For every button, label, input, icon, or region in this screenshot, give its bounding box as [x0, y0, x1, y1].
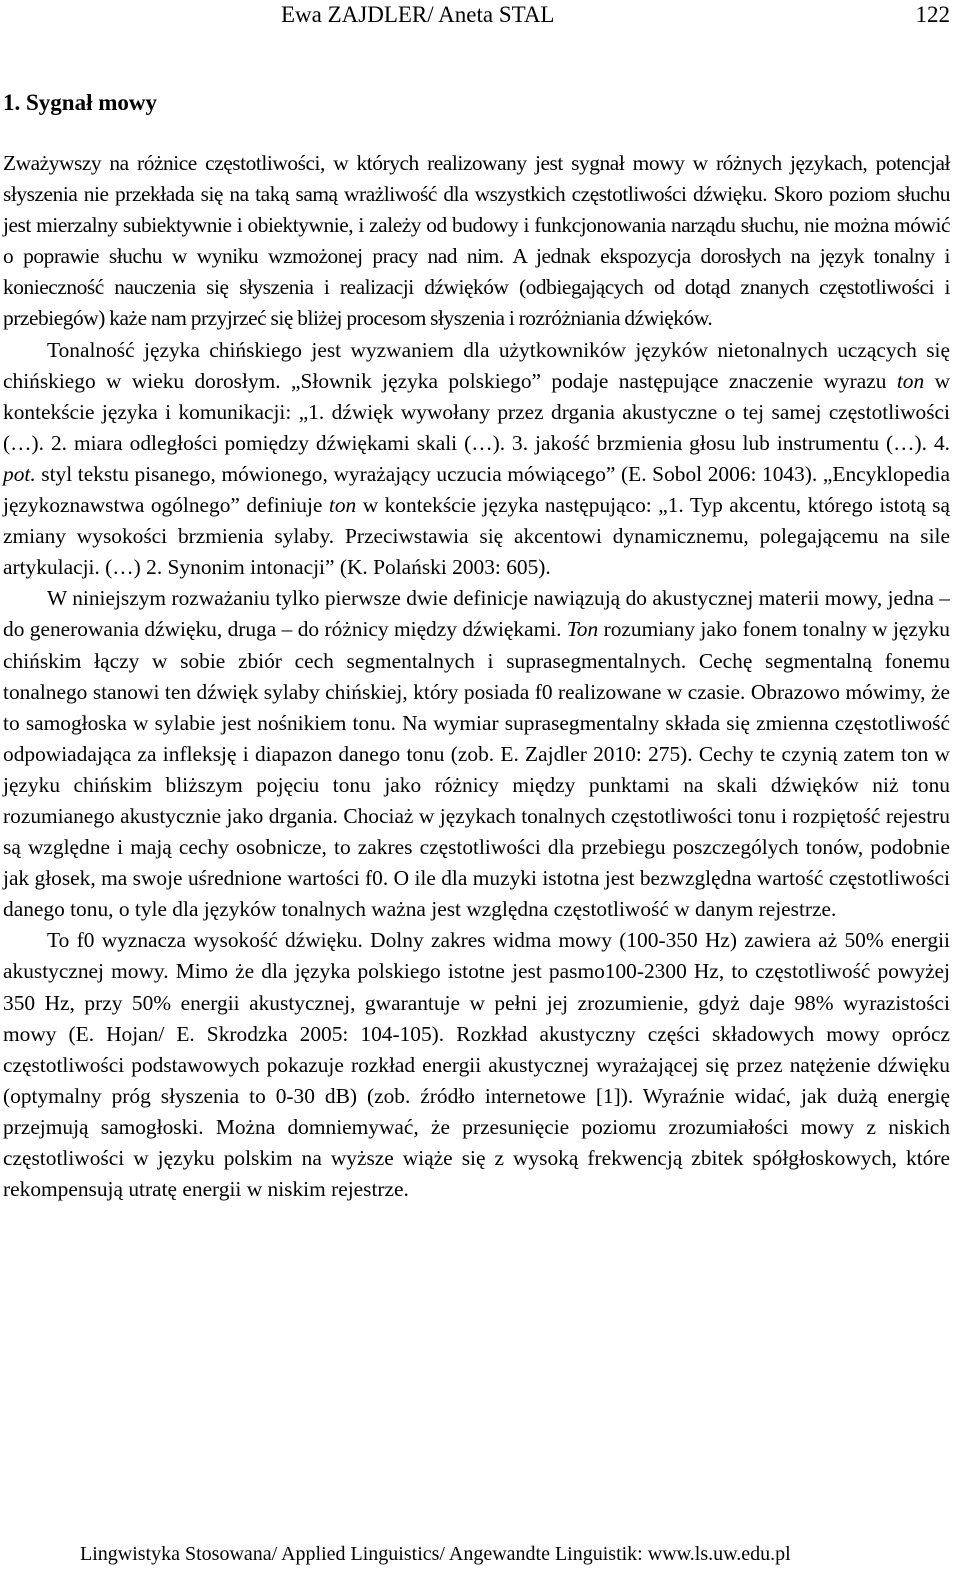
paragraph-2-text-2: w kontekście języka i komunikacji: „1. dźwięk wywołany przez drgania akustyczne o tej samej częstotliwości (…). 2. miara odległości pomiędzy dźwiękami skali (…). 3. jakość brzmienia głosu lub instrumentu (…). 4. [3, 368, 951, 455]
paragraph-2-term-ton-2: ton [328, 493, 357, 518]
page-footer: Lingwistyka Stosowana/ Applied Linguistics/ Angewandte Linguistik: www.ls.uw.edu.pl [80, 1543, 791, 1565]
paragraph-2-text-1: Tonalność języka chińskiego jest wyzwaniem dla użytkowników języków nietonalnych uczących się chińskiego w wieku dorosłym. „Słownik języka polskiego” podaje następujące znaczenie wyrazu [3, 337, 950, 393]
paragraph-2 [3, 335, 950, 584]
page-number: 122 [915, 2, 950, 27]
paragraph-2-term-pot: pot. [3, 461, 36, 486]
paragraph-3 [3, 583, 950, 925]
body-text [3, 148, 950, 1205]
paragraph-2-text-4: w kontekście języka następująco: „1. Typ akcentu, którego istotą są zmiany wysokości brzmienia sylaby. Przeciwstawia się akcentowi dynamicznemu, polegającemu na sile artykulacji. (…) 2. Synonim intonacji” (K. Polański 2003: 605). [3, 493, 951, 580]
paragraph-1: Zważywszy na różnice częstotliwości, w których realizowany jest sygnał mowy w różnych językach, potencjał słyszenia nie przekłada się na taką samą wrażliwość dla wszystkich częstotliwości dźwięku. Skoro poziom słuchu jest mierzalny subiektywnie i obiektywnie, i zależy od budowy i funkcjonowania narządu słuchu, nie można mówić o poprawie słuchu w wyniku wzmożonej pracy nad nim. A jednak ekspozycja dorosłych na język tonalny i konieczność nauczenia się słyszenia i realizacji dźwięków (odbiegających od dotąd znanych częstotliwości i przebiegów) każe nam przyjrzeć się bliżej procesom słyszenia i rozróżniania dźwięków. [3, 151, 950, 331]
paragraph-3-term-ton: Ton [566, 617, 599, 642]
paragraph-3-text-1: W niniejszym rozważaniu tylko pierwsze dwie definicje nawiązują do akustycznej materii mowy, jedna – do generowania dźwięku, druga – do różnicy między dźwiękami. [3, 586, 950, 642]
header-authors: Ewa ZAJDLER/ Aneta STAL [281, 2, 555, 27]
paragraph-3-text-2: rozumiany jako fonem tonalny w języku chińskim łączy w sobie zbiór cech segmentalnych i suprasegmentalnych. Cechę segmentalną fonemu tonalnego stanowi ten dźwięk sylaby chińskiej, który posiada f0 realizowane w czasie. Obrazowo mówimy, że to samogłoska w sylabie jest nośnikiem tonu. Na wymiar suprasegmentalny składa się zmienna częstotliwość odpowiadająca za infleksję i diapazon danego tonu (zob. E. Zajdler 2010: 275). Cechy te czynią zatem ton w języku chińskim bliższym pojęciu tonu jako różnicy między punktami na skali dźwięków niż tonu rozumianego akustycznie jako drgania. Chociaż w językach tonalnych częstotliwości tonu i rozpiętość rejestru są względne i mają cechy osobnicze, to zakres częstotliwości dla przebiegu poszczególych tonów, podobnie jak głosek, ma swoje uśrednione wartości f0. O ile dla muzyki istotna jest bezwzględna wartość częstotliwości danego tonu, o tyle dla języków tonalnych ważna jest względna częstotliwość w danym rejestrze. [3, 617, 950, 922]
paragraph-2-term-ton: ton [896, 368, 925, 393]
paragraph-2-text-3: styl tekstu pisanego, mówionego, wyrażający uczucia mówiącego” (E. Sobol 2006: 1043). „Encyklopedia językoznawstwa ogólnego” definiuje [3, 461, 950, 518]
paragraph-4: To f0 wyznacza wysokość dźwięku. Dolny zakres widma mowy (100-350 Hz) zawiera aż 50% energii akustycznej mowy. Mimo że dla języka polskiego istotne jest pasmo100-2300 Hz, to częstotliwość powyżej 350 Hz, przy 50% energii akustycznej, gwarantuje w pełni jej zrozumienie, gdyż daje 98% wyrazistości mowy (E. Hojan/ E. Skrodzka 2005: 104-105). Rozkład akustyczny części składowych mowy oprócz częstotliwości podstawowych pokazuje rozkład energii akustycznej wyrażającej się przez natężenie dźwięku (optymalny próg słyszenia to 0-30 dB) (zob. źródło internetowe [1]). Wyraźnie widać, jak dużą energię przejmują samogłoski. Można domniemywać, że przesunięcie poziomu zrozumiałości mowy z niskich częstotliwości w języku polskim na wyższe wiąże się z wysoką frekwencją zbitek spółgłoskowych, które rekompensują utratę energii w niskim rejestrze. [3, 928, 950, 1202]
section-heading: 1. Sygnał mowy [3, 90, 157, 115]
running-header [0, 0, 960, 40]
